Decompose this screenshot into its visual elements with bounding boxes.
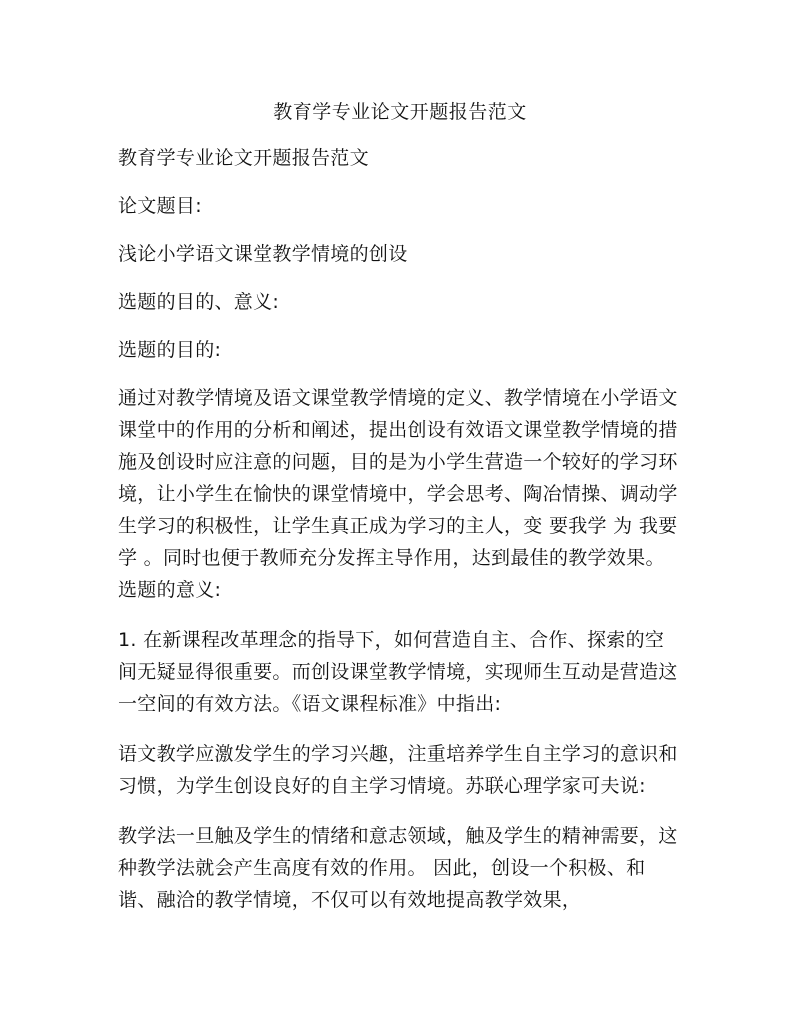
paragraph-curriculum-quote: 语文教学应激发学生的学习兴趣，注重培养学生自主学习的意识和习惯，为学生创设良好的自主学习情境。苏联心理学家可夫说: bbox=[118, 743, 678, 797]
document-title: 教育学专业论文开题报告范文 bbox=[273, 101, 527, 123]
paragraph-purpose-body: 通过对教学情境及语文课堂教学情境的定义、教学情境在小学语文课堂中的作用的分析和阐述，提出创设有效语文课堂教学情境的措施及创设时应注意的问题，目的是为小学生营造一个较好的学习环境，让小学生在愉快的课堂情境中，学会思考、陶冶情操、调动学生学习的积极性，让学生真正成为学习的主人，变 要我学 为 我要学 。同时也便于教师充分发挥主导作用，达到最佳的教学效果。 选题的意义: bbox=[118, 387, 678, 601]
paragraph-subtitle: 教育学专业论文开题报告范文 bbox=[118, 147, 369, 169]
paragraph-thesis-label: 论文题目: bbox=[118, 195, 202, 217]
paragraph-purpose-significance-heading: 选题的目的、意义: bbox=[118, 291, 280, 313]
paragraph-significance-point-1: 1. 在新课程改革理念的指导下，如何营造自主、合作、探索的空间无疑显得很重要。而创设课堂教学情境，实现师生互动是营造这一空间的有效方法。《语文课程标准》中指出: bbox=[118, 629, 678, 715]
paragraph-purpose-heading: 选题的目的: bbox=[118, 339, 222, 361]
document-body bbox=[118, 142, 683, 934]
paragraph-psychologist-quote: 教学法一旦触及学生的情绪和意志领域，触及学生的精神需要，这种教学法就会产生高度有效的作用。 因此，创设一个积极、和谐、融洽的教学情境，不仅可以有效地提高教学效果， bbox=[118, 825, 678, 911]
paragraph-thesis-topic: 浅论小学语文课堂教学情境的创设 bbox=[118, 243, 408, 265]
